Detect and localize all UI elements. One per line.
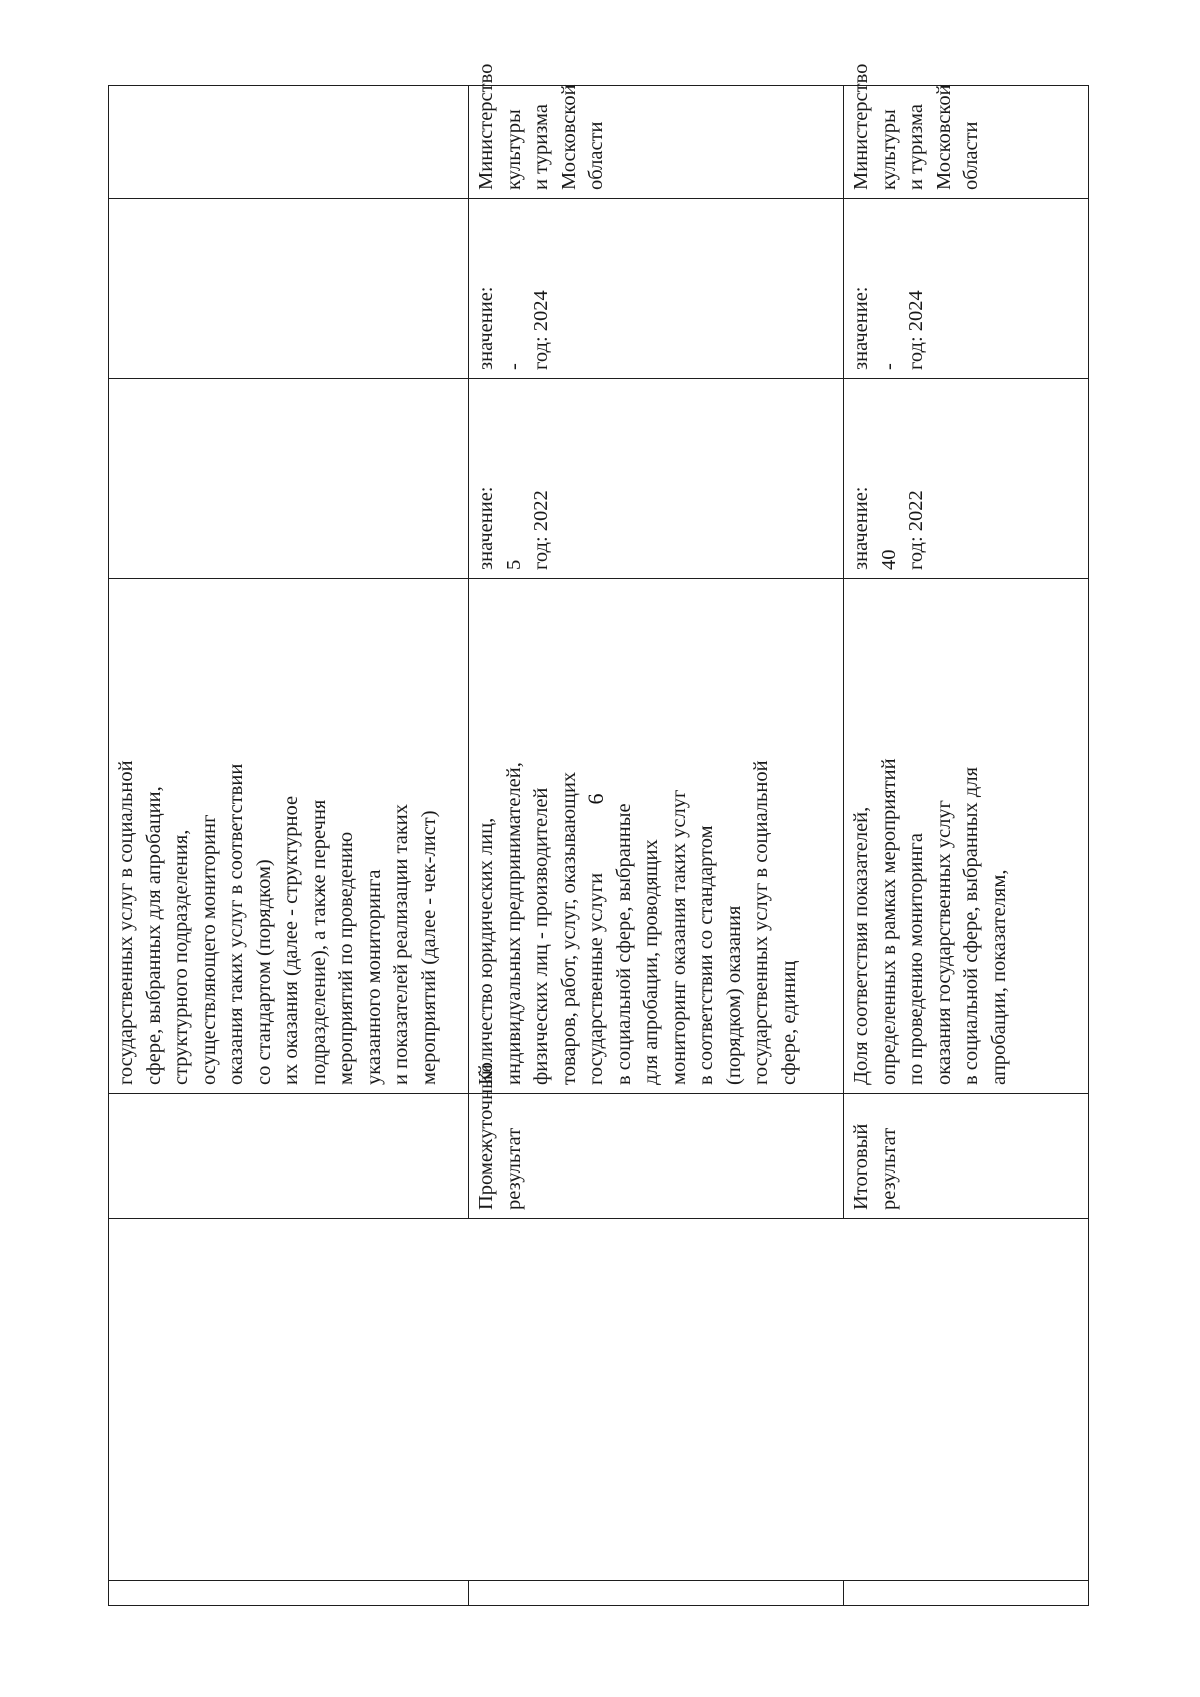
page-number: 6: [583, 793, 608, 805]
responsible-cell: Министерство культуры и туризма Московской области: [844, 86, 1089, 199]
stage-cell: [109, 1094, 469, 1219]
indicators-table: [108, 63, 1089, 1606]
target-value-cell: значение: - год: 2024: [844, 199, 1089, 379]
indicator-cell: Количество юридических лиц, индивидуальных предпринимателей, физических лиц - производителей товаров, работ, услуг, оказывающих государственные услуги в социальной сфере, выбранные для апробации, проводящих мониторинг оказания таких услуг в соответствии со стандартом (порядком) оказания государственных услуг в социальной сфере, единиц: [469, 579, 844, 1094]
narrow-cell: [109, 1581, 469, 1606]
base-value-cell: значение: 5 год: 2022: [469, 379, 844, 579]
group-cell: [109, 1219, 1089, 1581]
indicator-cell: Доля соответствия показателей, определенных в рамках мероприятий по проведению мониторинга оказания государственных услуг в социальной сфере, выбранных для апробации, показателям,: [844, 579, 1089, 1094]
target-value-cell: [109, 199, 469, 379]
base-value-cell: [109, 379, 469, 579]
stage-cell: Промежуточный результат: [469, 1094, 844, 1219]
rotated-table-wrapper: [108, 63, 1088, 1606]
stage-cell: Итоговый результат: [844, 1094, 1089, 1219]
base-value-cell: значение: 40 год: 2022: [844, 379, 1089, 579]
indicator-cell: государственных услуг в социальной сфере, выбранных для апробации, структурного подразделения, осуществляющего мониторинг оказания таких услуг в соответствии со стандартом (порядком) их оказания (далее - структурное подразделение), а также перечня мероприятий по проведению указанного мониторинга и показателей реализации таких мероприятий (далее - чек-лист): [109, 579, 469, 1094]
narrow-cell: [469, 1581, 844, 1606]
target-value-cell: значение: - год: 2024: [469, 199, 844, 379]
narrow-cell: [844, 1581, 1089, 1606]
responsible-cell: Министерство культуры и туризма Московской области: [469, 86, 844, 199]
responsible-cell: [109, 86, 469, 199]
table-row: [109, 86, 469, 1606]
